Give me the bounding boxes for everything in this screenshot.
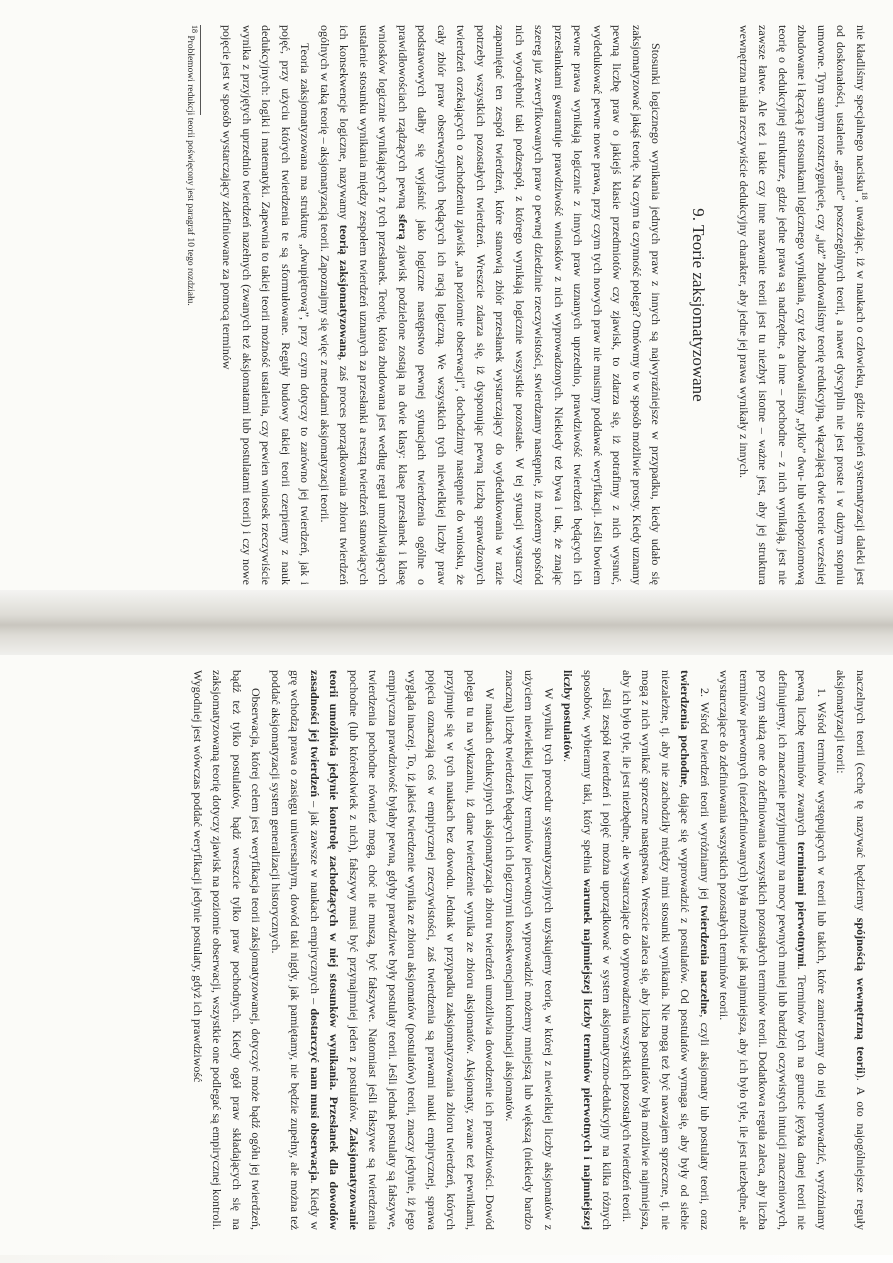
b-p5-bold-1: Zaksjomatyzowanie teorii umożliwia jedynie kontrolę zachodzących w niej stosunków wynikania. Przesłanek dla dowodów zasadności jej twierdzeń (308, 670, 361, 1231)
p1-bold-1: sferą (396, 214, 410, 240)
lead-rest: , uważając, iż w naukach o człowieku, gdzie stopień systematyzacji daleki jest od doskonałości, ustalenie „granic” poszczególnych teorii, a nawet dyscyplin nie jest proste i w dużym stopniu umowne. Tym samym rozstrzygnięcie, czy „już” zbudowaliśmy teorię redukcyjną, włączającą dwie teorie wcześniej zbudowane i łączącą je stosunkami logicznego wynikania, czy też zbudowaliśmy „tylko” dwu- lub wielopoziomową teorię o dedukcyjnej strukturze, gdzie jedne prawa są nadrzędne, a inne – pochodne – z nich wynikają, jest nie zawsze łatwe. Ale też i takie czy inne nazwanie teorii jest tu niezbyt istotne – ważne jest, aby jej struktura wewnętrzna miała rzeczywiście dedukcyjny charakter, aby jedne jej prawa wynikały z innych. (737, 25, 868, 585)
b-p5-mid: – jak zawsze w naukach empirycznych – (308, 797, 322, 1005)
bottom-paragraph-2 (617, 670, 715, 1230)
bottom-paragraph-1 (714, 670, 831, 1230)
b-p0-text: naczelnych teorii (cechę tę nazywać będziemy (854, 670, 868, 912)
b-p1-bold: terminami pierwotnymi (795, 841, 810, 967)
b-p0-end: ). A oto najogólniejsze reguły aksjomatyzacji teorii: (834, 670, 868, 1231)
b-p5-end: . Kiedy w grę wchodzą prawa o zasięgu uniwersalnym, dowód taki nigdy, jak pamiętamy, nie będzie zupełny, ale można też poddać aksjomatyzacji system generalizacji historycznych. (269, 670, 322, 1231)
p1-text: Stosunki logicznego wynikania jednych praw z innych są najwyraźniejsze w przypadku, kiedy udało się zaksjomatyzować jakąś teorię. Na czym ta czynność polega? Omówmy to w sposób możliwie prosty. Kiedy uznamy pewną liczbę praw o jakiejś klasie przedmiotów czy zjawisk, to zdarza się, iż potrafimy z nich wysnuć, wydedukować pewne nowe prawa, przy czym tych nowych praw nie musimy poddawać weryfikacji. Jeśli bowiem pewne prawa wynikają logicznie z innych praw uznanych uprzednio, prawdziwość twierdzeń będących ich przesłankami gwarantuje prawdziwość wniosków z nich wyprowadzonych. Niekiedy też bywa i tak, że znając szereg już zweryfikowanych praw o pewnej dziedzinie rzeczywistości, stwierdzamy następnie, iż możemy spośród nich wyodrębnić taki podzespół, z którego wynikają logicznie wszystkie pozostałe. W tej sytuacji wystarczy zapamiętać ten zespół twierdzeń, które stanowią zbiór przesłanek wystarczający do wydedukowania w razie potrzeby wszystkich pozostałych twierdzeń. Wreszcie zdarza się, iż dysponując pewną liczbą sprawdzonych twierdzeń orzekających o zachodzeniu zjawisk „na poziomie obserwacji”, dochodzimy następnie do wniosku, że cały zbiór praw obserwacyjnych będących ich racją logiczną. We wszystkich tych niewielkiej liczby praw podstawowych dałby się wyjaśnić jako logiczne następstwo pewnej sytuacjach twierdzenia ogólne o prawidłowościach rządzących pewną (396, 25, 664, 585)
b-p1-text: 1. Wśród terminów występujących w teorii lub takich, które zamierzamy do niej wprowadzić, wyróżniamy pewną liczbę terminów zwanych (795, 670, 829, 1230)
bottom-paragraph-4: W wyniku tych procedur systematyzacyjnych uzyskujemy teorię, w której z niewielkiej liczby aksjomatów z użyciem niewielkiej liczby terminów pierwotnych wyprowadzić możemy mniejszą lub większą (niekiedy bardzo znaczną) liczbę twierdzeń będących ich logicznymi konsekwencjami kombinacji aksjomatów. (503, 670, 556, 1230)
footnote-ref: 18 (860, 191, 869, 200)
b-p3-text: Jeśli zespół twierdzeń i pojęć można uporządkować w system aksjomatyczno-dedukcyjny na kilka różnych sposobów, wybieramy taki, który spełnia (581, 670, 615, 1230)
p1-bold-2: teorią zaksjomatyzowaną (337, 224, 352, 358)
b-p5-bold-2: dostarczyć nam musi obserwacja (308, 1008, 322, 1181)
bottom-paragraph-3 (558, 670, 617, 1230)
b-p2-bold-2: twierdzenia pochodne (678, 670, 693, 785)
p1-end: , zaś proces porządkowania zbioru twierdzeń ogólnych w taką teorię – aksjomatyzacją teorii. Zapoznajmy się więc z metodami aksjomatyzacji teorii. (318, 25, 352, 586)
bottom-paragraph-0 (831, 670, 870, 1230)
top-page-text (50, 25, 870, 585)
top-paragraph-1 (315, 25, 666, 585)
lead-text: nie kładliśmy specjalnego nacisku (854, 25, 868, 192)
section-heading: 9. Teorie zaksjomatyzowane (689, 208, 709, 402)
b-p5-text: W naukach dedukcyjnych aksjomatyzacja zbioru twierdzeń umożliwia dowodzenie ich prawdziwości. Dowód polega tu na wykazaniu, iż dane twierdzenie wynika ze zbioru aksjomatów. Aksjomaty, zwane też pewnikami, przyjmuje się w tych naukach bez dowodu. Jednak w przypadku zaksjomatyzowania zbioru twierdzeń, których pojęcia oznaczają coś w empirycznej rzeczywistości, zaś twierdzenia są prawami nauki empirycznej, sprawa wygląda inaczej. To, iż jakieś twierdzenie wynika ze zbioru aksjomatów (postulatów) teorii, znaczy jedynie, iż jego empiryczna prawdziwość byłaby pewna, gdyby prawdziwe były postulaty teorii. Jeśli jednak postulaty są fałszywe, twierdzenia pochodne również mogą, choć nie muszą, być fałszywe. Natomiast jeśli fałszywe są twierdzenia pochodne (lub którekolwiek z nich), fałszywy musi być przynajmniej jeden z postulatów. (347, 670, 498, 1230)
b-p1-end: . Terminów tych na gruncie języka danej teorii nie definiujemy, ich znaczenie przyjmujemy na mocy pewnych mniej lub bardziej oczywistych intuicji znaczeniowych, po czym służą one do zdefiniowania wszystkich pozostałych terminów teorii. Dodatkowa reguła zaleca, aby liczba terminów pierwotnych (niezdefiniowanych) była możliwie jak najmniejsza, aby ich było tyle, ile jest niezbędne, ale wystarczające do zdefiniowania wszystkich pozostałych terminów teorii. (717, 670, 810, 1231)
bottom-paragraph-6: Obserwacja, której celem jest weryfikacja teorii zaksjomatyzowanej, dotyczyć może bądź ogółu jej twierdzeń, bądź też tylko postulatów, bądź wreszcie tylko praw pochodnych. Kiedy ogół praw składających się na zaksjomatyzowaną teorię dotyczy zjawisk na poziomie obserwacji, wszystkie one podlegać są empirycznej kontroli. Wygodniej jest wówczas poddać weryfikacji jedynie postulaty, gdyż ich prawdziwość (191, 670, 264, 1230)
b-p0-bold: spójnością wewnętrzną teorii (854, 917, 868, 1074)
b-p2-text: 2. Wśród twierdzeń teorii wyróżniamy jej (698, 688, 712, 900)
footnote-text: Problemowi redukcji teorii poświęcony jest paragraf 10 tego rozdziału. (185, 35, 195, 306)
b-p2-bold-1: twierdzenia naczelne (698, 905, 712, 1015)
footnote (183, 25, 200, 585)
book-gutter (0, 590, 893, 660)
p1-mid: zjawisk podzielone zostają na dwie klasy: klasę przesłanek i klasę wniosków logicznie wynikających z tych przesłanek. Teorię, która zbudowana jest według reguł umożliwiających ustalenie stosunku wynikania między zespołem twierdzeń uznanych za przesłanki a resztą twierdzeń stanowiących ich konsekwencje logiczne, nazywamy (337, 25, 410, 586)
b-p3-bold: warunek najmniejszej liczby terminów pierwotnych i najmniejszej liczby postulatów (561, 670, 595, 1230)
b-p2-end: , dające się wyprowadzić z postulatów. Od postulatów wymaga się, aby były od siebie niezależne, tj. aby nie zachodziły między nimi stosunki wynikania. Nie mogą też być nawzajem sprzeczne, tj. nie mogą z nich wynikać sprzeczne następstwa. Wreszcie zaleca się, aby liczba postulatów była możliwie najmniejsza, aby ich było tyle, ile jest niezbędne, ale wystarczające do wyprowadzenia wszystkich pozostałych twierdzeń teorii. (620, 670, 693, 1230)
bottom-paragraph-5 (266, 670, 500, 1230)
b-p2-mid: , czyli aksjomaty lub postulaty teorii, oraz (698, 1014, 712, 1231)
footnote-rule (200, 25, 201, 115)
top-paragraph-2: Teoria zaksjomatyzowana ma strukturę „dwupiętrową”, przy czym dotyczy to zarówno jej twierdzeń, jak i pojęć, przy użyciu których twierdzenia te są sformułowane. Reguły budowy takiej teorii czerpiemy z nauk dedukcyjnych: logiki i matematyki. Zapewnia to takiej teorii możność ustalenia, czy pewien wniosek rzeczywiście wynika z przyjętych uprzednio twierdzeń nazełnych (zwanych też aksjomatami lub postulatami teorii) i czy nowe pojęcie jest w sposób wystarczający zdefiniowane za pomocą terminów (220, 25, 313, 585)
top-lead-paragraph (734, 25, 871, 585)
bottom-page-text (40, 670, 870, 1230)
b-p3-end: . (561, 759, 576, 763)
footnote-mark: 18 (190, 25, 200, 33)
